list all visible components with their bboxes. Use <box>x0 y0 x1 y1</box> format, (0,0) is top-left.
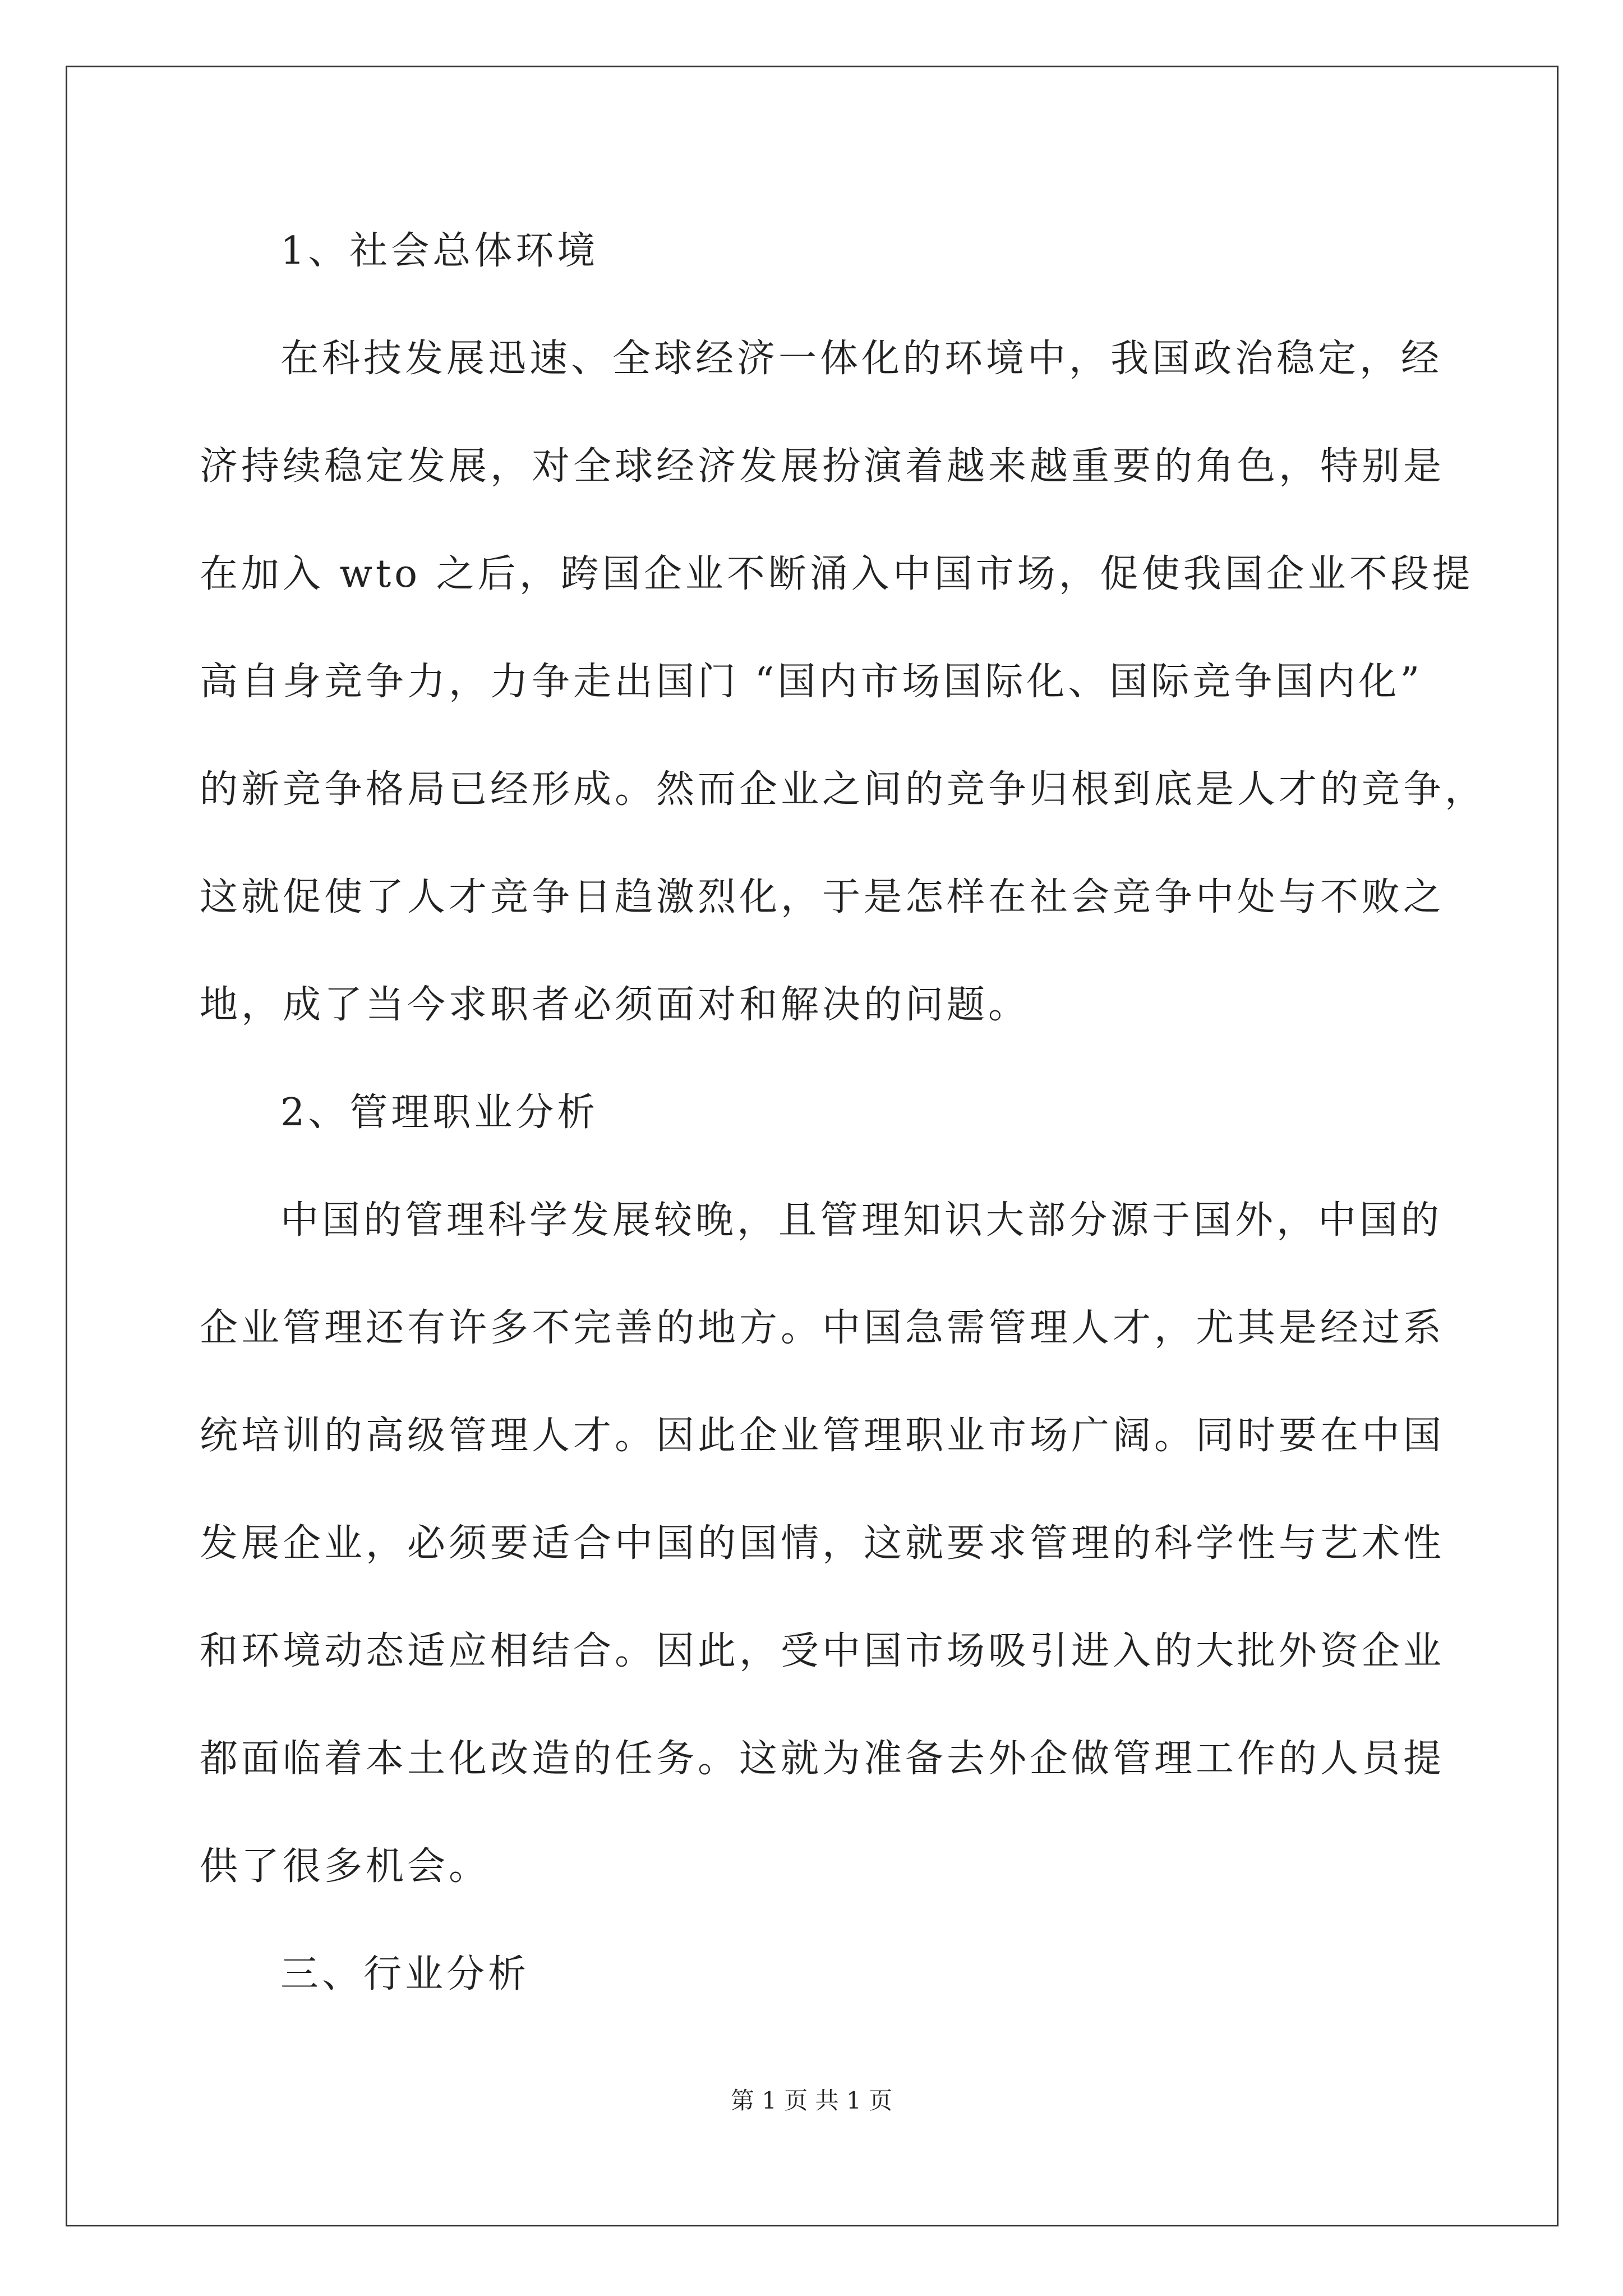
text-line: 统培训的高级管理人才。因此企业管理职业市场广阔。同时要在中国 <box>200 1414 1445 1458</box>
text-line: 济持续稳定发展，对全球经济发展扮演着越来越重要的角色，特别是 <box>200 444 1445 489</box>
heading-social-environment: 1、社会总体环境 <box>280 229 599 273</box>
text-line: 在科技发展迅速、全球经济一体化的环境中，我国政治稳定，经 <box>280 337 1443 381</box>
text-line: 在加入 wto 之后，跨国企业不断涌入中国市场，促使我国企业不段提 <box>200 552 1474 596</box>
text-line: 高自身竞争力，力争走出国门 “国内市场国际化、国际竞争国内化” <box>200 660 1423 704</box>
heading-management-career: 2、管理职业分析 <box>280 1091 599 1135</box>
text-line: 供了很多机会。 <box>200 1844 491 1889</box>
heading-industry-analysis: 三、行业分析 <box>280 1952 530 1996</box>
text-line: 和环境动态适应相结合。因此，受中国市场吸引进入的大批外资企业 <box>200 1629 1445 1673</box>
page-border <box>66 66 1559 2226</box>
page-number-footer: 第 1 页 共 1 页 <box>730 2087 893 2114</box>
text-line: 都面临着本土化改造的任务。这就为准备去外企做管理工作的人员提 <box>200 1737 1445 1781</box>
text-line: 这就促使了人才竞争日趋激烈化，于是怎样在社会竞争中处与不败之 <box>200 875 1445 919</box>
text-line: 的新竞争格局已经形成。然而企业之间的竞争归根到底是人才的竞争， <box>200 767 1487 812</box>
text-line: 企业管理还有许多不完善的地方。中国急需管理人才，尤其是经过系 <box>200 1306 1445 1350</box>
text-line: 地，成了当今求职者必须面对和解决的问题。 <box>200 983 1030 1027</box>
text-line: 发展企业，必须要适合中国的国情，这就要求管理的科学性与艺术性 <box>200 1521 1445 1566</box>
text-line: 中国的管理科学发展较晚，且管理知识大部分源于国外，中国的 <box>280 1198 1443 1243</box>
